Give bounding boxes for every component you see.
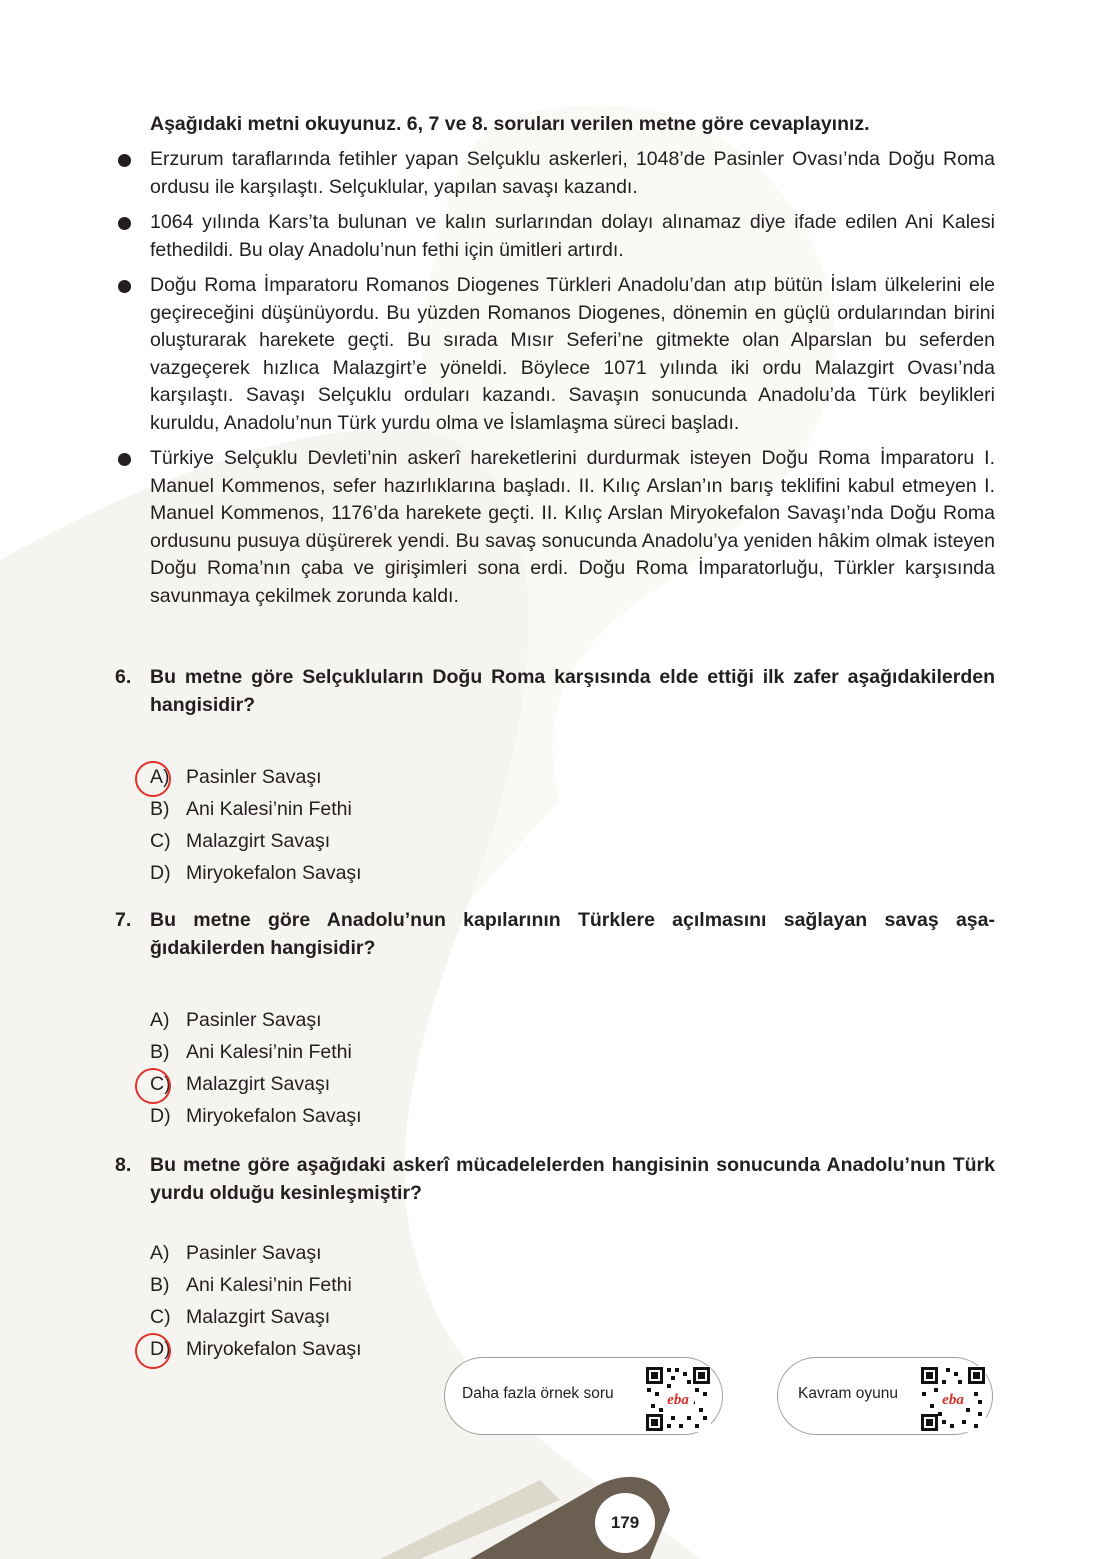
- option-b[interactable]: [150, 1269, 995, 1301]
- answer-mark-circle: [135, 1068, 171, 1104]
- option-letter: B): [150, 1274, 170, 1296]
- question-number: 8.: [115, 1154, 132, 1176]
- bullet-text: 1064 yılında Kars’ta bulunan ve kalın surlarından dolayı alınamaz diye ifade edilen Ani Kalesi fethedildi. Bu olay Anadolu’nun fethi için ümitleri artırdı.: [150, 211, 995, 261]
- answer-options: [115, 1237, 995, 1365]
- page-number: 179: [595, 1493, 655, 1553]
- option-a[interactable]: [150, 1237, 995, 1269]
- option-letter: B): [150, 798, 170, 820]
- option-a[interactable]: [150, 761, 995, 793]
- passage-bullet: [150, 209, 995, 264]
- question-text: Bu metne göre aşağıdaki askerî mücadelelerden hangisinin sonucunda Anadolu’nun Türk yurdu olduğu kesinleşmiştir?: [150, 1154, 995, 1204]
- option-c[interactable]: [150, 1068, 995, 1100]
- question-stem: [115, 1151, 995, 1207]
- qr-link-label: Kavram oyunu: [798, 1385, 898, 1402]
- bullet-dot: [118, 217, 131, 230]
- option-letter: C): [150, 830, 171, 852]
- bullet-text: Türkiye Selçuklu Devleti’nin askerî hareketlerini durdurmak isteyen Doğu Roma İmparatoru I. Manuel Kommenos, sefer hazırlıklarına başladı. II. Kılıç Arslan’ın barış teklifini kabul etmeyen I. Manuel Kommenos, 1176’da harekete geçti. II. Kılıç Arslan Miryokefalon Savaşı’nda Doğu Roma ordusunu pusuya düşürerek yendi. Bu savaş sonucunda Anadolu’ya yeniden hâkim olmak isteyen Doğu Roma’nın çaba ve girişimleri sona erdi. Doğu Roma İmparatorluğu, Türkler karşısında savunmaya çekilmek zorunda kaldı.: [150, 447, 995, 607]
- option-text: Miryokefalon Savaşı: [186, 1338, 362, 1360]
- option-text: Malazgirt Savaşı: [186, 1306, 331, 1328]
- question-stem: [115, 663, 995, 719]
- eba-badge: eba: [942, 1392, 964, 1408]
- option-text: Ani Kalesi’nin Fethi: [186, 1041, 352, 1063]
- option-text: Ani Kalesi’nin Fethi: [186, 1274, 352, 1296]
- question-number: 7.: [115, 909, 132, 931]
- option-letter: B): [150, 1041, 170, 1063]
- question-text: Bu metne göre Anadolu’nun kapılarının Türklere açılmasını sağlayan savaş aşağıdakilerden hangisidir?: [150, 909, 995, 959]
- qr-code-icon: [920, 1366, 986, 1432]
- bullet-text: Erzurum taraflarında fetihler yapan Selçuklu askerleri, 1048’de Pasinler Ovası’nda Doğu Roma ordusu ile karşılaştı. Selçuklular, yapılan savaşı kazandı.: [150, 148, 995, 198]
- bullet-dot: [118, 280, 131, 293]
- option-text: Malazgirt Savaşı: [186, 1073, 331, 1095]
- bullet-dot: [118, 453, 131, 466]
- bullet-dot: [118, 154, 131, 167]
- passage-bullet: [150, 445, 995, 610]
- option-text: Miryokefalon Savaşı: [186, 862, 362, 884]
- answer-mark-circle: [135, 761, 171, 797]
- option-c[interactable]: [150, 825, 995, 857]
- option-letter: C): [150, 1073, 171, 1095]
- question-8: [115, 1151, 995, 1365]
- answer-mark-circle: [135, 1333, 171, 1369]
- option-c[interactable]: [150, 1301, 995, 1333]
- option-letter: A): [150, 1009, 170, 1031]
- option-b[interactable]: [150, 793, 995, 825]
- question-stem: [115, 906, 995, 962]
- option-b[interactable]: [150, 1036, 995, 1068]
- answer-options: [115, 761, 995, 889]
- option-a[interactable]: [150, 1004, 995, 1036]
- reading-instruction: Aşağıdaki metni okuyunuz. 6, 7 ve 8. soruları verilen metne göre cevaplayınız.: [150, 113, 870, 135]
- question-7: [115, 906, 995, 1132]
- passage-bullet: [150, 146, 995, 201]
- question-6: [115, 663, 995, 889]
- option-d[interactable]: [150, 857, 995, 889]
- option-text: Ani Kalesi’nin Fethi: [186, 798, 352, 820]
- passage-bullets: [150, 146, 995, 618]
- answer-options: [115, 1004, 995, 1132]
- option-letter: D): [150, 862, 171, 884]
- option-letter: D): [150, 1338, 171, 1360]
- option-text: Pasinler Savaşı: [186, 1242, 322, 1264]
- qr-link-label: Daha fazla örnek soru: [462, 1385, 614, 1402]
- passage-bullet: [150, 272, 995, 437]
- option-text: Pasinler Savaşı: [186, 766, 322, 788]
- option-letter: D): [150, 1105, 171, 1127]
- option-letter: A): [150, 1242, 170, 1264]
- qr-code-icon: [645, 1366, 711, 1432]
- option-letter: C): [150, 1306, 171, 1328]
- question-number: 6.: [115, 666, 132, 688]
- eba-badge: eba: [667, 1392, 689, 1408]
- option-text: Miryokefalon Savaşı: [186, 1105, 362, 1127]
- more-questions-qr-link[interactable]: [444, 1357, 723, 1435]
- option-d[interactable]: [150, 1100, 995, 1132]
- option-text: Pasinler Savaşı: [186, 1009, 322, 1031]
- bullet-text: Doğu Roma İmparatoru Romanos Diogenes Türkleri Anadolu’dan atıp bütün İslam ülkelerini ele geçireceğini düşünüyordu. Bu yüzden Romanos Diogenes, dönemin en güçlü ordularından birini oluşturarak harekete geçti. Bu sırada Mısır Seferi’ne gitmekte olan Alparslan bu seferden vazgeçerek hızlıca Malazgirt’e yöneldi. Böylece 1071 yılında iki ordu Malazgirt Ovası’nda karşılaştı. Savaşı Selçuklu orduları kazandı. Savaşın sonucunda Anadolu’da Türk beylikleri kuruldu, Anadolu’nun Türk yurdu olma ve İslamlaşma süreci başladı.: [150, 274, 995, 434]
- option-text: Malazgirt Savaşı: [186, 830, 331, 852]
- concept-game-qr-link[interactable]: [777, 1357, 993, 1435]
- option-letter: A): [150, 766, 170, 788]
- question-text: Bu metne göre Selçukluların Doğu Roma karşısında elde ettiği ilk zafer aşağıdakilerden hangisidir?: [150, 666, 995, 716]
